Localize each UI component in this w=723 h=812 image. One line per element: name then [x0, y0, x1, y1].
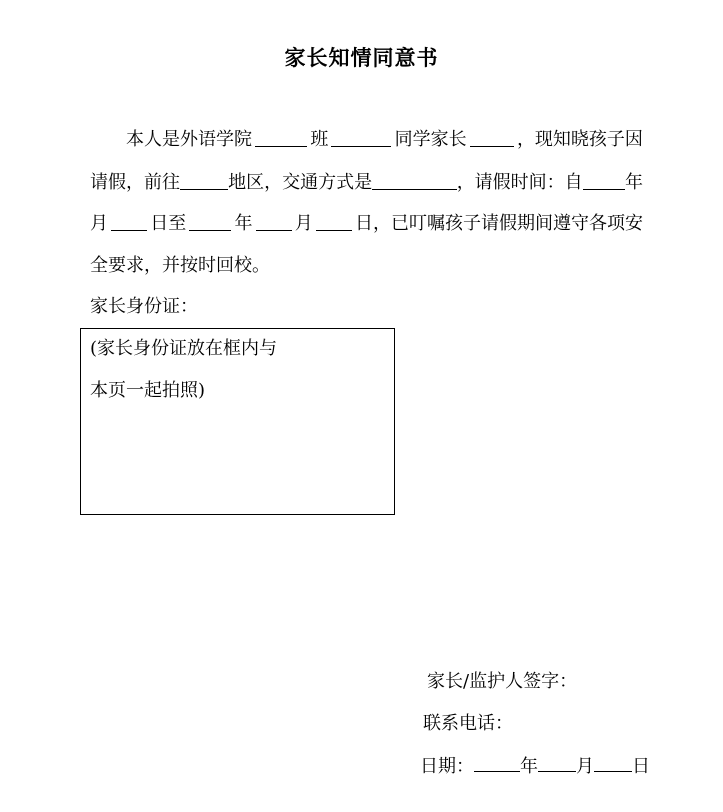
contact-phone-label: 联系电话：	[423, 713, 513, 734]
document-title: 家长知情同意书	[284, 45, 439, 70]
text-segment: ，现知晓孩子因	[516, 129, 643, 150]
text-segment: 日至	[150, 213, 187, 234]
id-box-instruction-2: 本页一起拍照)	[90, 380, 206, 401]
destination-blank	[180, 171, 228, 190]
date-year-unit: 年	[520, 756, 538, 777]
id-card-label: 家长身份证：	[90, 296, 198, 317]
transport-blank	[372, 171, 457, 190]
text-segment: 班	[310, 129, 329, 150]
text-segment: 本人是外语学院	[126, 129, 252, 150]
paragraph-line-2	[90, 171, 643, 195]
date-month-blank	[538, 753, 576, 772]
date-day-blank	[594, 753, 632, 772]
end-year-blank	[189, 212, 231, 231]
id-card-photo-box	[80, 328, 395, 515]
class-blank	[255, 128, 307, 147]
paragraph-line-4: 全要求，并按时回校。	[90, 255, 270, 276]
start-year-blank	[583, 171, 625, 190]
text-segment: ，请假时间：自	[456, 172, 583, 193]
text-segment: 月	[294, 213, 313, 234]
id-box-instruction-1: (家长身份证放在框内与	[90, 338, 278, 359]
text-segment: 月	[90, 213, 108, 234]
text-segment: 日，已叮嘱孩子请假期间遵守各项安	[355, 213, 643, 234]
date-month-unit: 月	[576, 756, 594, 777]
text-segment: 请假，前往	[90, 172, 180, 193]
text-segment: 地区，交通方式是	[228, 172, 373, 193]
paragraph-line-1	[90, 128, 643, 152]
date-line	[420, 753, 650, 779]
date-label: 日期：	[420, 756, 474, 777]
paragraph-line-3	[90, 212, 643, 236]
parent-name-blank	[470, 128, 514, 147]
start-month-blank	[111, 212, 147, 231]
date-day-unit: 日	[632, 756, 650, 777]
end-day-blank	[316, 212, 352, 231]
student-name-blank	[331, 128, 391, 147]
end-month-blank	[256, 212, 292, 231]
date-year-blank	[474, 753, 520, 772]
text-segment: 同学家长	[394, 129, 467, 150]
text-segment: 年	[625, 172, 643, 193]
guardian-signature-label: 家长/监护人签字：	[427, 671, 578, 692]
text-segment: 年	[234, 213, 253, 234]
